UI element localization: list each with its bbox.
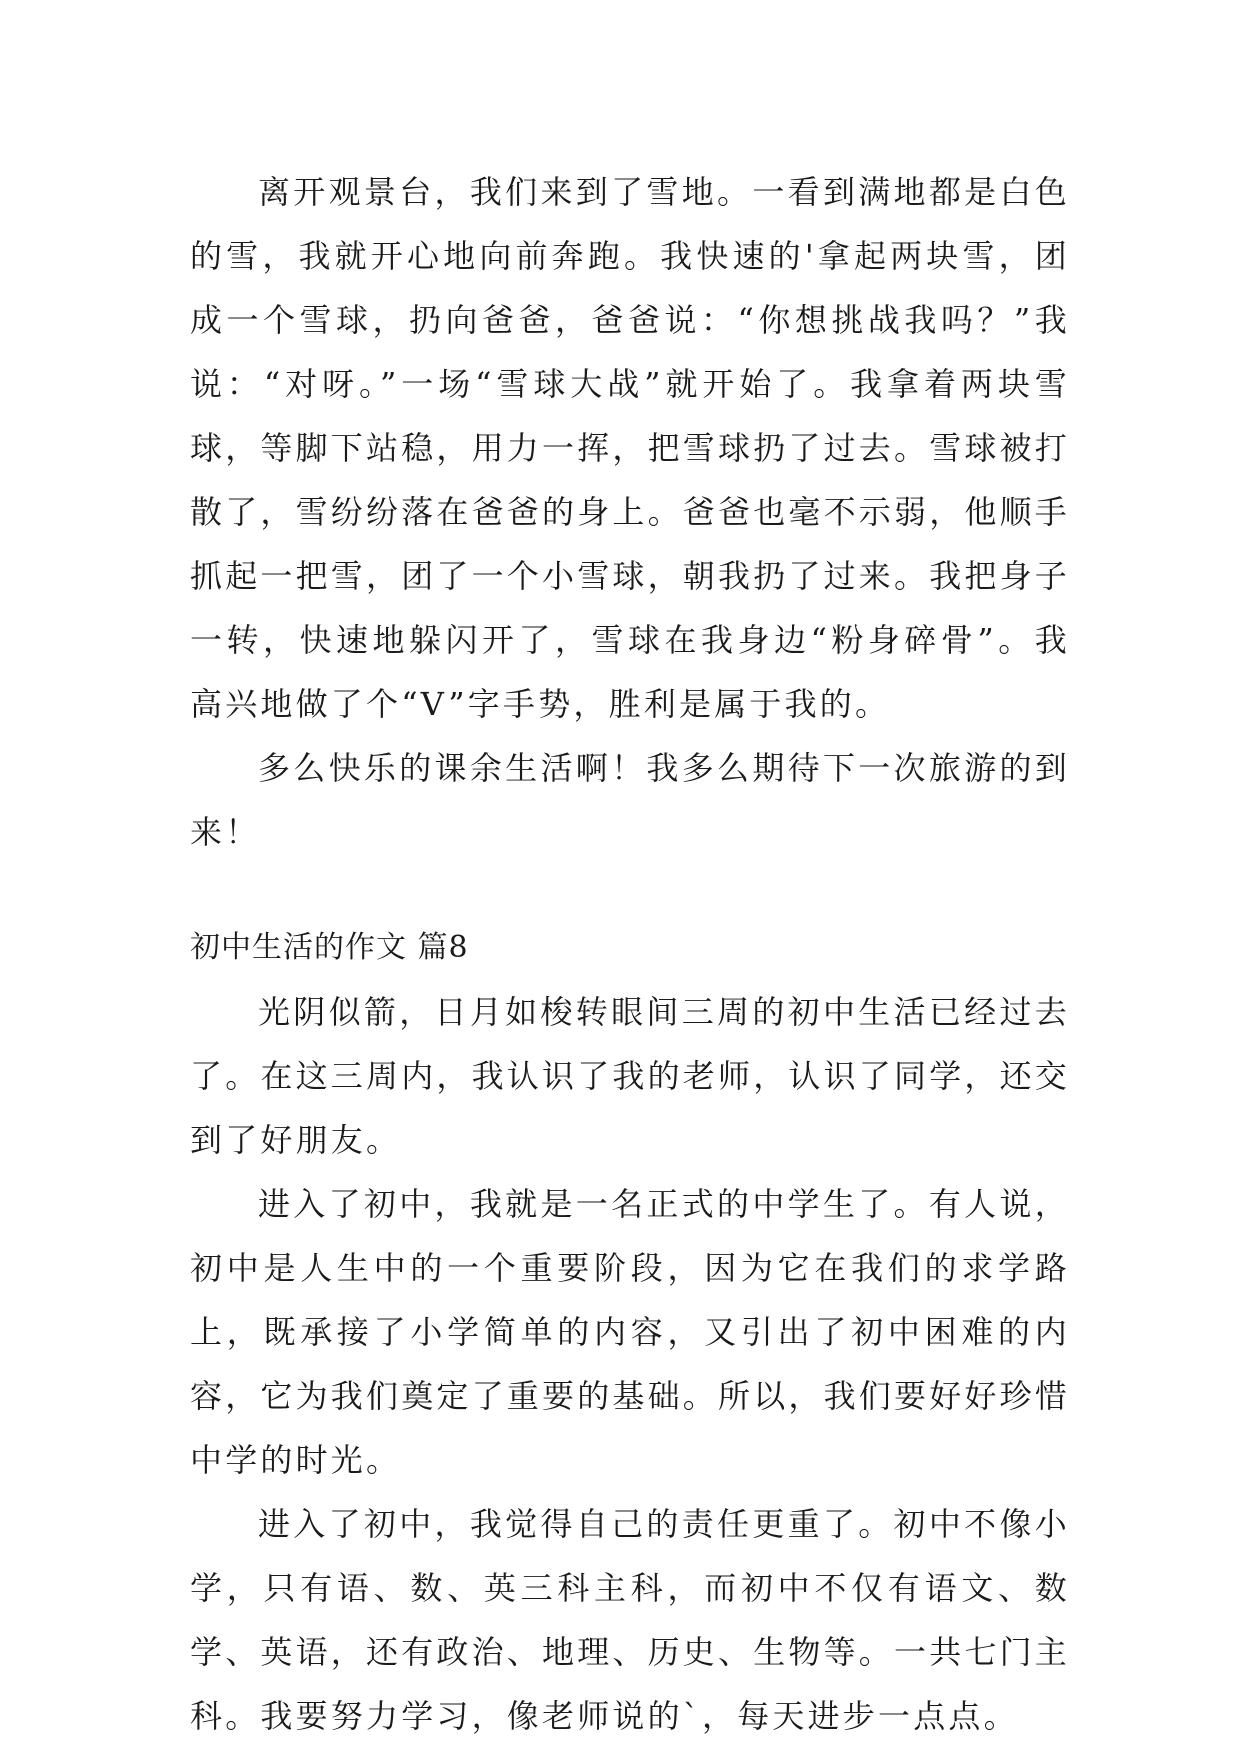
paragraph-snowball-fight: 离开观景台，我们来到了雪地。一看到满地都是白色的雪，我就开心地向前奔跑。我快速的'拿起两块雪，团成一个雪球，扔向爸爸，爸爸说：“你想挑战我吗？”我说：“对呀。”一场“雪球大战”就开始了。我拿着两块雪球，等脚下站稳，用力一挥，把雪球扔了过去。雪球被打散了，雪纷纷落在爸爸的身上。爸爸也毫不示弱，他顺手抓起一把雪，团了一个小雪球，朝我扔了过来。我把身子一转，快速地躲闪开了，雪球在我身边“粉身碎骨”。我高兴地做了个“V”字手势，胜利是属于我的。 bbox=[190, 173, 1071, 723]
document-page bbox=[190, 160, 1070, 1748]
section-heading: 初中生活的作文 篇8 bbox=[190, 930, 469, 965]
paragraph-looking-forward: 多么快乐的课余生活啊！我多么期待下一次旅游的到来！ bbox=[190, 749, 1070, 851]
paragraph-responsibility: 进入了初中，我觉得自己的责任更重了。初中不像小学，只有语、数、英三科主科，而初中不仅有语文、数学、英语，还有政治、地理、历史、生物等。一共七门主科。我要努力学习，像老师说的`，每天进步一点点。 bbox=[190, 1505, 1071, 1735]
paragraph-middle-school-stage: 进入了初中，我就是一名正式的中学生了。有人说，初中是人生中的一个重要阶段，因为它在我们的求学路上，既承接了小学简单的内容，又引出了初中困难的内容，它为我们奠定了重要的基础。所以，我们要好好珍惜中学的时光。 bbox=[190, 1185, 1071, 1479]
paragraph-three-weeks: 光阴似箭，日月如梭转眼间三周的初中生活已经过去了。在这三周内，我认识了我的老师，认识了同学，还交到了好朋友。 bbox=[190, 993, 1071, 1159]
